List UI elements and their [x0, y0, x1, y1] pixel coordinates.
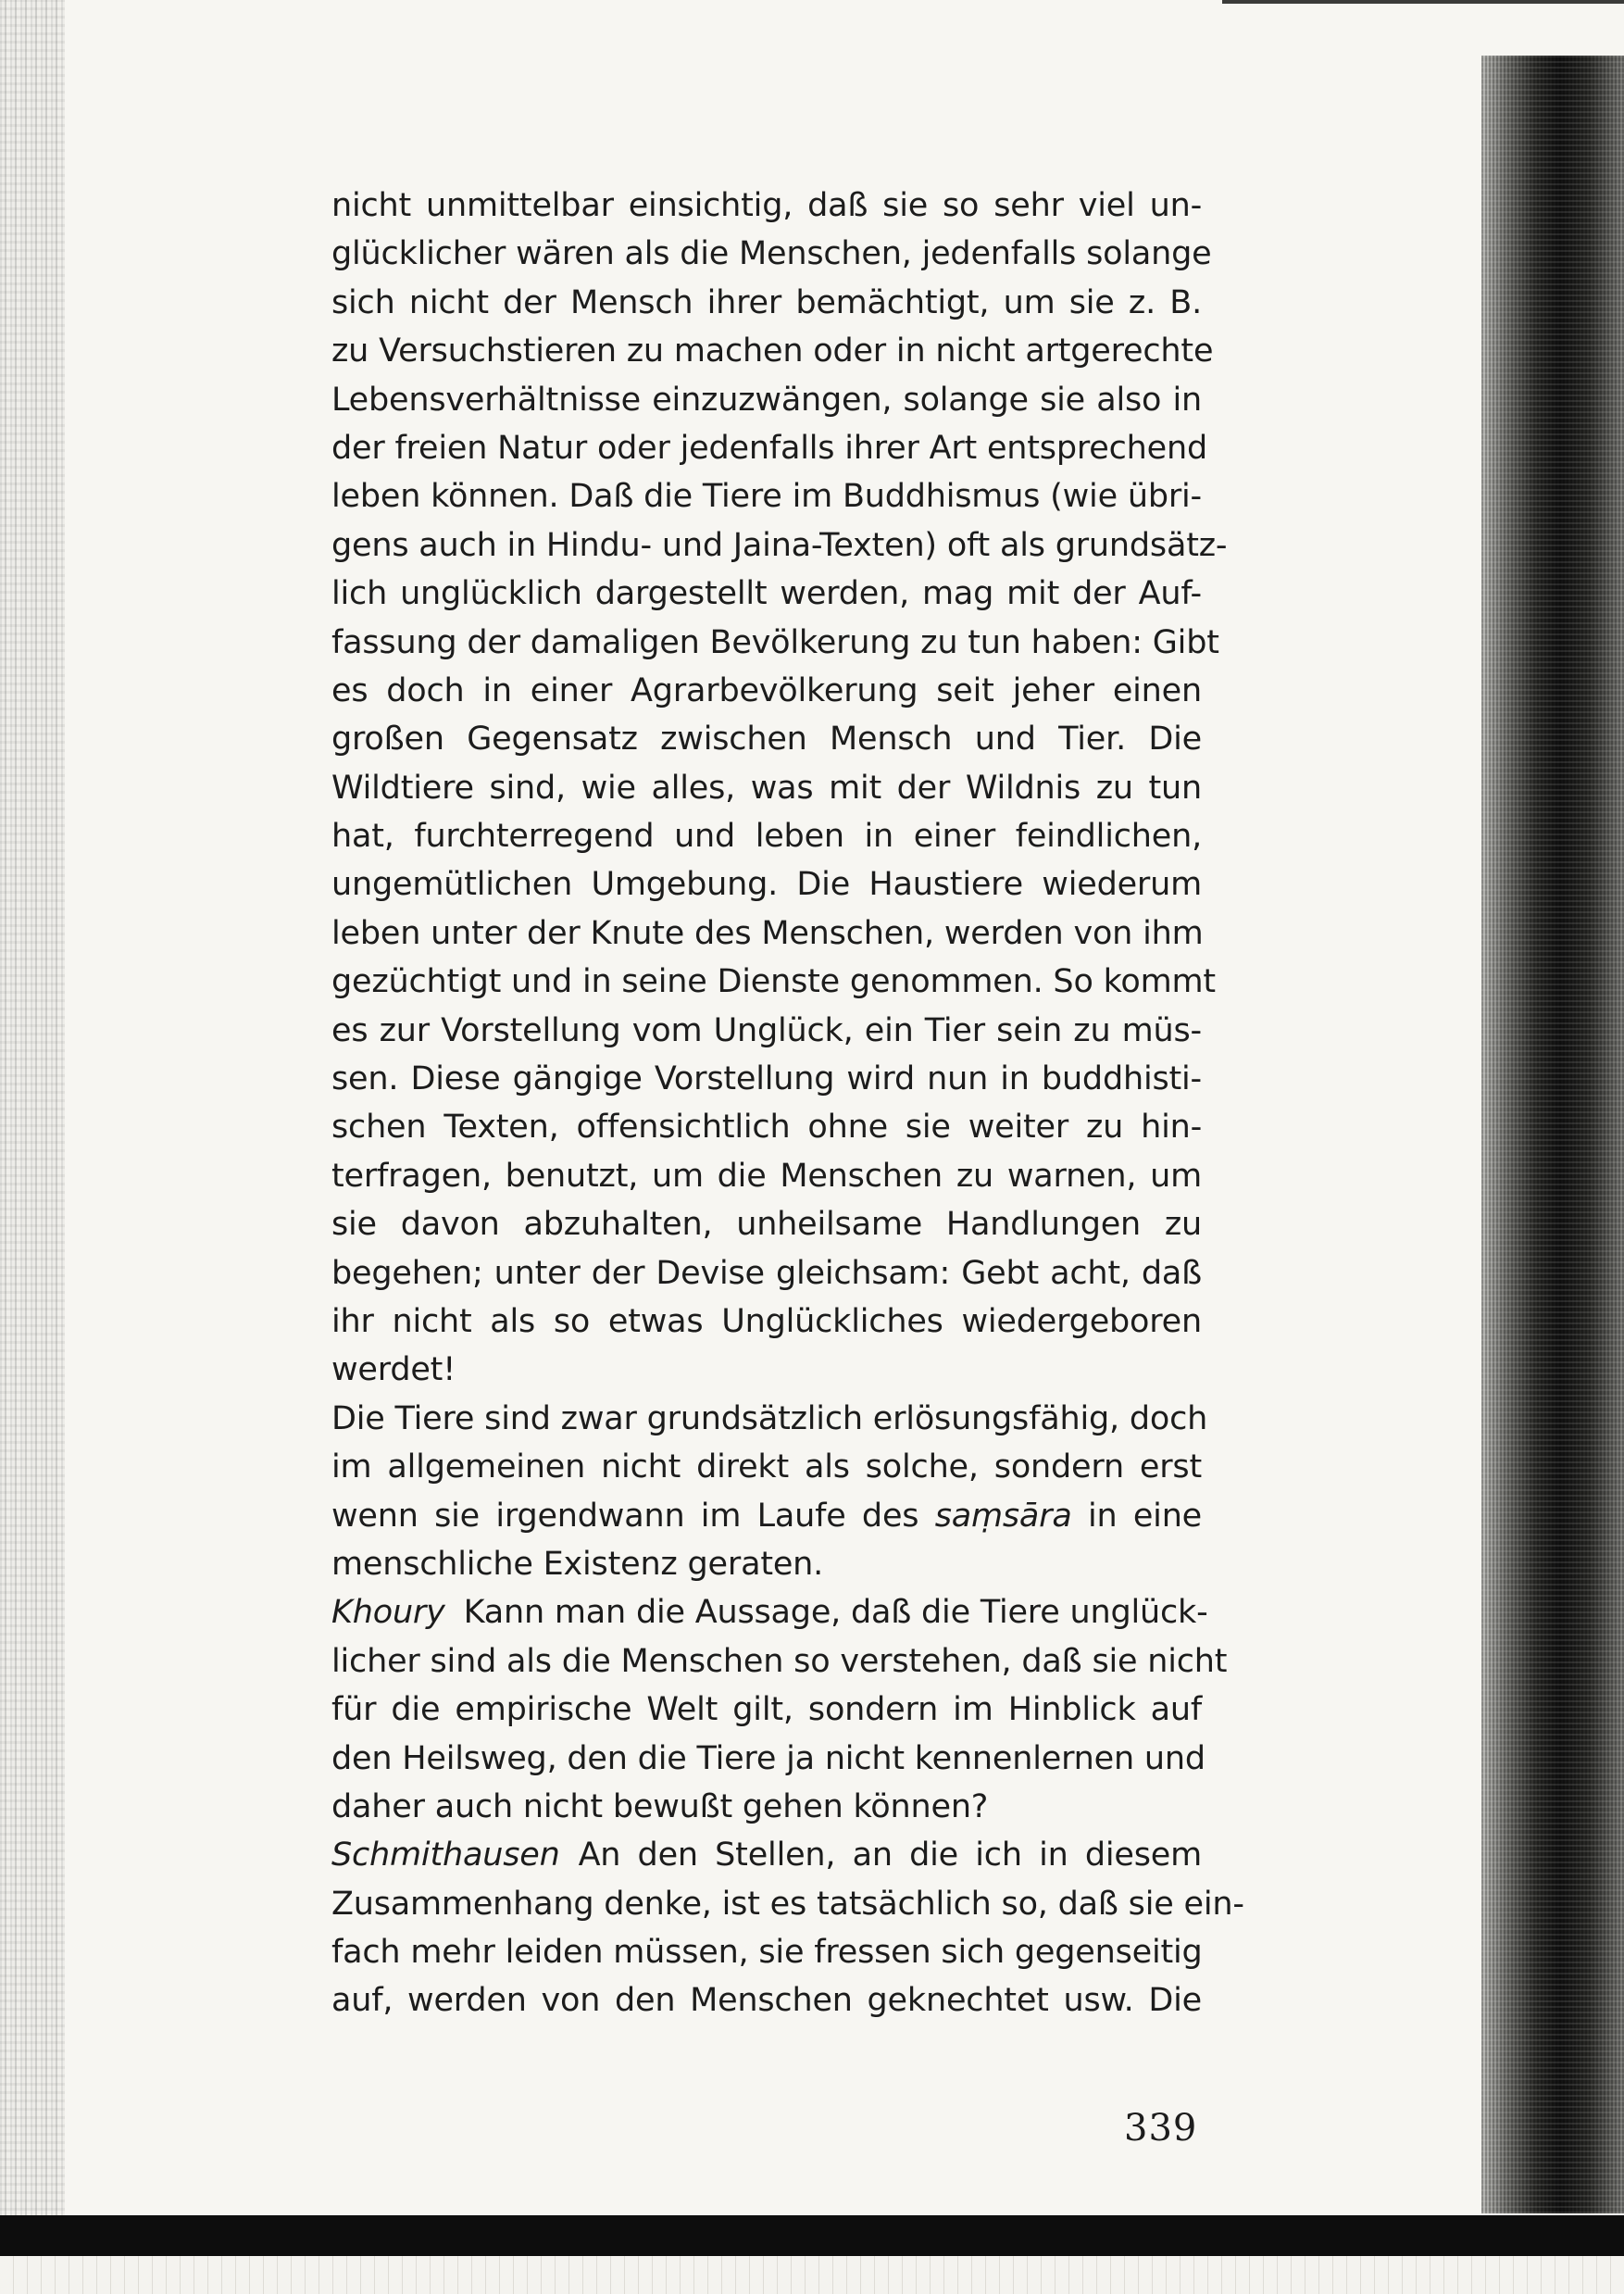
page-body-text	[331, 182, 1244, 2025]
speaker-khoury: Khoury	[331, 1594, 445, 1632]
text-line: hat, furchterregend und leben in einer feindlichen,	[331, 818, 1202, 856]
text-line: sich nicht der Mensch ihrer bemächtigt, um sie z. B.	[331, 283, 1202, 321]
text-line: sie davon abzuhalten, unheilsame Handlungen zu	[331, 1206, 1202, 1244]
text-line: ihr nicht als so etwas Unglückliches wiedergeboren	[331, 1302, 1202, 1340]
text-fragment: Kann man die Aussage, daß die Tiere unglück-	[463, 1594, 1208, 1632]
dialogue-turn-khoury	[331, 1588, 1208, 1636]
text-line: es zur Vorstellung vom Unglück, ein Tier sein zu müs-	[331, 1011, 1202, 1049]
dialogue-turn-schmithausen	[331, 1831, 1202, 1879]
text-line-samsara	[331, 1492, 1202, 1540]
text-line: fach mehr leiden müssen, sie fressen sich gegenseitig	[331, 1934, 1203, 1972]
text-line: ungemütlichen Umgebung. Die Haustiere wiederum	[331, 866, 1202, 904]
text-line: terfragen, benutzt, um die Menschen zu warnen, um	[331, 1157, 1202, 1195]
text-line: im allgemeinen nicht direkt als solche, sondern erst	[331, 1448, 1202, 1486]
scan-strip-bottom	[0, 2256, 1624, 2294]
text-line: sen. Diese gängige Vorstellung wird nun in buddhisti-	[331, 1060, 1202, 1098]
text-line: lich unglücklich dargestellt werden, mag mit der Auf-	[331, 575, 1202, 613]
text-line: der freien Natur oder jedenfalls ihrer Art entsprechend	[331, 429, 1207, 467]
text-line: auf, werden von den Menschen geknechtet usw. Die	[331, 1982, 1202, 2020]
text-line: für die empirische Welt gilt, sondern im Hinblick auf	[331, 1691, 1202, 1729]
text-line: Lebensverhältnisse einzuzwängen, solange sie also in	[331, 381, 1202, 419]
page-number: 339	[1124, 2107, 1198, 2150]
text-line: daher auch nicht bewußt gehen können?	[331, 1787, 989, 1825]
text-fragment: wenn sie irgendwann im Laufe des	[331, 1497, 935, 1535]
text-line: licher sind als die Menschen so verstehen, daß sie nicht	[331, 1642, 1228, 1680]
scan-edge-bottom	[0, 2215, 1624, 2256]
text-line: begehen; unter der Devise gleichsam: Gebt acht, daß	[331, 1254, 1202, 1292]
text-line: werdet!	[331, 1351, 456, 1389]
speaker-schmithausen: Schmithausen	[331, 1836, 560, 1874]
text-line: leben können. Daß die Tiere im Buddhismus (wie übri-	[331, 478, 1202, 516]
text-line: nicht unmittelbar einsichtig, daß sie so sehr viel un-	[331, 187, 1202, 224]
text-line: großen Gegensatz zwischen Mensch und Tier. Die	[331, 721, 1202, 758]
term-samsara: saṃsāra	[934, 1497, 1072, 1535]
text-line: Die Tiere sind zwar grundsätzlich erlösungsfähig, doch	[331, 1399, 1208, 1437]
text-line: menschliche Existenz geraten.	[331, 1545, 824, 1583]
text-line: Wildtiere sind, wie alles, was mit der Wildnis zu tun	[331, 769, 1202, 807]
text-line: den Heilsweg, den die Tiere ja nicht kennenlernen und	[331, 1739, 1206, 1777]
text-line: es doch in einer Agrarbevölkerung seit jeher einen	[331, 671, 1202, 709]
text-line: schen Texten, offensichtlich ohne sie weiter zu hin-	[331, 1109, 1202, 1147]
scan-edge-top	[1222, 0, 1624, 4]
text-line: fassung der damaligen Bevölkerung zu tun haben: Gibt	[331, 623, 1219, 661]
text-fragment: in eine	[1071, 1497, 1203, 1535]
book-gutter-shadow	[1481, 56, 1624, 2213]
text-line: leben unter der Knute des Menschen, werden von ihm	[331, 914, 1204, 952]
text-line: zu Versuchstieren zu machen oder in nicht artgerechte	[331, 332, 1214, 370]
text-line: gezüchtigt und in seine Dienste genommen. So kommt	[331, 963, 1216, 1001]
text-fragment: An den Stellen, an die ich in diesem	[578, 1836, 1202, 1874]
text-line: gens auch in Hindu- und Jaina-Texten) oft als grundsätz-	[331, 526, 1228, 564]
text-line: glücklicher wären als die Menschen, jedenfalls solange	[331, 235, 1212, 273]
scan-shadow-left	[0, 0, 65, 2294]
text-line: Zusammenhang denke, ist es tatsächlich so, daß sie ein-	[331, 1885, 1244, 1923]
